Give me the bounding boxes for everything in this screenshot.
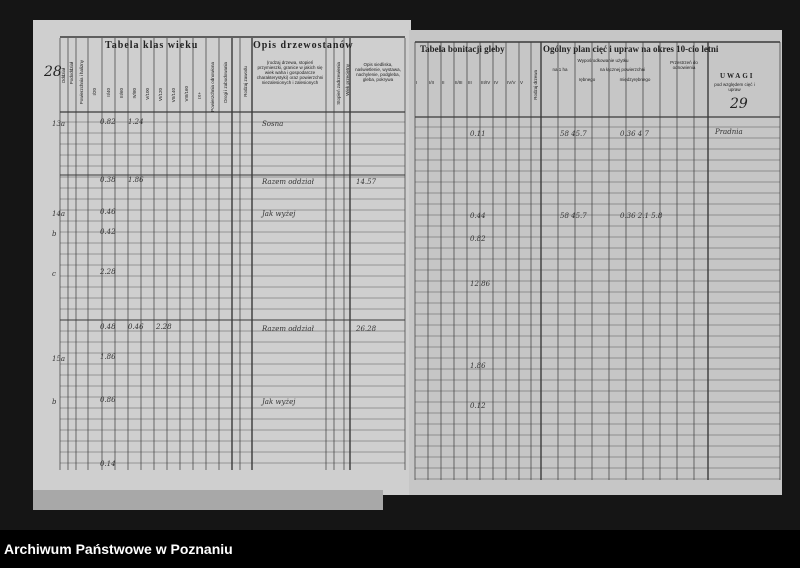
right-cell-value: 58 45.7 <box>560 212 587 220</box>
row-label: 14a <box>52 210 66 218</box>
row-label: 13a <box>52 120 66 128</box>
cell-value: 0.38 <box>100 176 116 184</box>
cell-value: 0.46 <box>128 323 144 331</box>
column-label: IV/80 <box>132 88 137 99</box>
plan-title: Ogólny plan cięć i upraw na okres 10-cio letni <box>543 44 719 54</box>
column-label: Rodzaj zawodu <box>243 66 248 97</box>
cell-value: 0.86 <box>100 396 116 404</box>
left-page-number: 28 <box>44 64 62 80</box>
right-cell-value: 0.44 <box>470 212 486 220</box>
soil-class-label: IV/V <box>507 80 516 85</box>
stand-note: Jak wyżej <box>262 210 296 218</box>
right-cell-value: 1.86 <box>470 362 486 370</box>
cell-value: 0.14 <box>100 460 116 468</box>
right-page <box>409 30 782 495</box>
cell-value: 1.86 <box>128 176 144 184</box>
age-table-title: Tabela klas wieku <box>105 40 199 51</box>
soil-class-label: V <box>520 80 524 85</box>
column-label: Powierzchnia odnowiona <box>210 62 215 112</box>
total-area-header: na łącznej powierzchni <box>599 67 646 72</box>
intermediate-cut-header: międzyrębnego <box>619 77 651 82</box>
right-cell-value: 0.82 <box>470 235 486 243</box>
column-label: I/20 <box>92 88 97 96</box>
stand-title: Opis drzewostanów <box>253 40 354 51</box>
column-label: Powierzchnia i halizny <box>79 60 84 105</box>
site-description-header: Opis siedliska, naświetlenie, wystawa, nachylenie, podgleba, gleba, pokrywa <box>355 62 401 82</box>
right-page-number: 29 <box>730 96 748 112</box>
column-label: Pododdział <box>69 62 74 85</box>
soil-class-label: III/IV <box>481 80 491 85</box>
total-value: 26.28 <box>356 325 377 333</box>
right-cell-value: Pradnia <box>715 128 743 136</box>
left-page <box>33 20 411 495</box>
column-label: VII/140 <box>171 88 176 103</box>
stand-description-header: (rodzaj drzewa, stopień przymieszki, granice w jakich się wiek waha i gospodarcze charakterystyki) oraz powierzchni niezalesionych i zalesionych <box>256 60 324 85</box>
column-label: II/40 <box>106 88 111 97</box>
final-cut-header: rębnego <box>578 77 596 82</box>
cell-value: 0.48 <box>100 323 116 331</box>
cell-value: 0.82 <box>100 118 116 126</box>
cell-value: 2.28 <box>100 268 116 276</box>
column-label: Oddział <box>61 68 66 84</box>
right-cell-value: 0.12 <box>470 402 486 410</box>
cell-value: 1.86 <box>100 353 116 361</box>
row-label: 15a <box>52 355 66 363</box>
remarks-sub: pod względem cięć i upraw <box>714 82 755 92</box>
right-cell-value: 58 45.7 <box>560 130 587 138</box>
stand-note: Razem oddział <box>262 325 314 333</box>
cell-value: 1.24 <box>128 118 144 126</box>
usage-header: Wypośrodkowanie użytku <box>577 58 629 63</box>
tree-type-header: Rodzaj drzewa <box>533 70 538 100</box>
soil-class-label: III <box>468 80 472 85</box>
soil-class-label: II/III <box>455 80 463 85</box>
right-cell-value: 0.11 <box>470 130 486 138</box>
row-label: b <box>52 230 57 238</box>
row-label: c <box>52 270 56 278</box>
column-label: VI/120 <box>158 88 163 102</box>
stand-note: Sosna <box>262 120 284 128</box>
column-label: Stopień zadrzewienia <box>336 62 341 105</box>
soil-class-label: IV <box>494 80 499 85</box>
cell-value: 2.28 <box>156 323 172 331</box>
soil-table-title: Tabela bonitacji gleby <box>420 44 505 54</box>
column-label: Wiek przeciętny <box>345 64 350 96</box>
right-cell-value: 0.36 2.1 5.8 <box>620 212 663 220</box>
soil-class-label: I/II <box>429 80 435 85</box>
per-ha-header: na 1 ha <box>552 67 568 72</box>
archive-footer <box>0 530 800 568</box>
regeneration-header: Przestrzeń do odnowienia <box>670 60 698 70</box>
column-label: VIII/160 <box>184 86 189 102</box>
archive-name: Archiwum Państwowe w Poznaniu <box>4 541 233 557</box>
column-label: Drogi i zabudowania <box>223 62 228 103</box>
column-label: III/60 <box>119 88 124 99</box>
soil-class-label: II <box>442 80 445 85</box>
total-value: 14.57 <box>356 178 377 186</box>
right-cell-value: 0.36 4 7 <box>620 130 649 138</box>
right-cell-value: 12.86 <box>470 280 491 288</box>
cell-value: 0.46 <box>100 208 116 216</box>
soil-class-label: I <box>416 80 418 85</box>
column-label: V/100 <box>145 88 150 100</box>
stand-note: Jak wyżej <box>262 398 296 406</box>
cell-value: 0.42 <box>100 228 116 236</box>
stand-note: Razem oddział <box>262 178 314 186</box>
row-label: b <box>52 398 57 406</box>
remarks-title: UWAGI <box>720 72 755 80</box>
column-label: IX+ <box>197 92 202 99</box>
